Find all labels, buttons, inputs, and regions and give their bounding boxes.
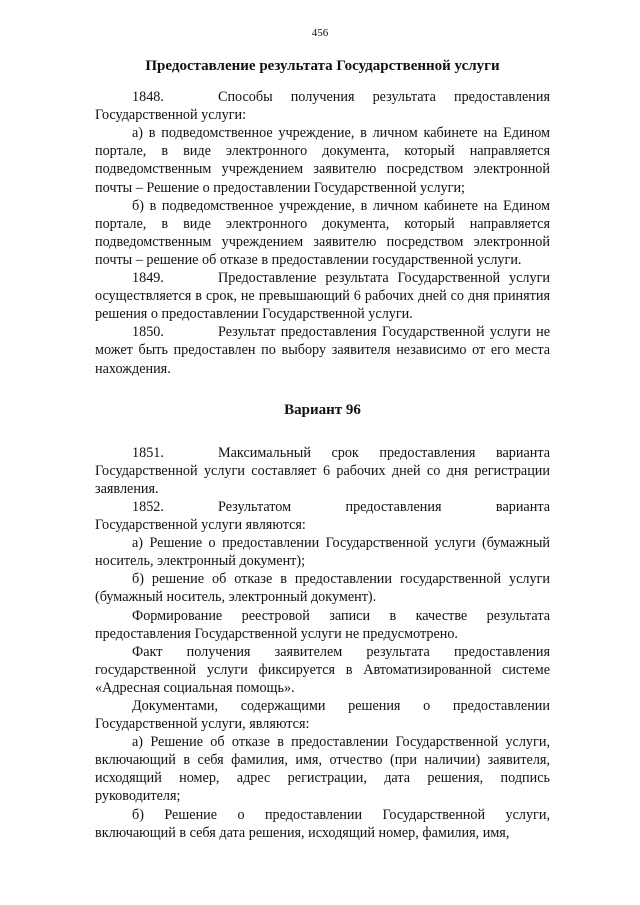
document-body <box>95 57 550 842</box>
paragraph-text: а) в подведомственное учреждение, в личном кабинете на Едином портале, в виде электронного документа, который направляется подведомственным учреждением заявителю посредством электронной почты – Решение о предоставлении Государственной услуги; <box>95 125 550 196</box>
section-result-delivery <box>95 57 550 378</box>
paragraph-item-a <box>95 733 550 805</box>
paragraph-1851 <box>95 444 550 498</box>
paragraph-number: 1852. <box>132 498 164 515</box>
paragraph-1852 <box>95 498 550 534</box>
paragraph-text: Максимальный срок предоставления варианта Государственной услуги составляет 6 рабочих дней со дня регистрации заявления. <box>95 444 550 497</box>
section-heading: Предоставление результата Государственной услуги <box>145 58 500 74</box>
paragraph-decision-documents <box>95 697 550 733</box>
paragraph-text: Формирование реестровой записи в качестве результата предоставления Государственной услуги не предусмотрено. <box>95 607 550 642</box>
paragraph-number: 1849. <box>132 270 164 287</box>
page-number: 456 <box>311 27 329 39</box>
paragraph-text: а) Решение о предоставлении Государственной услуги (бумажный носитель, электронный документ); <box>95 535 550 570</box>
paragraph-text: Факт получения заявителем результата предоставления государственной услуги фиксируется в Автоматизированной системе «Адресная социальная помощь». <box>95 643 550 696</box>
paragraph-item-b <box>95 806 550 842</box>
paragraph-1848 <box>95 88 550 124</box>
paragraph-item-b <box>95 570 550 606</box>
paragraph-item-b <box>95 197 550 269</box>
paragraph-receipt-fact <box>95 643 550 697</box>
paragraph-item-a <box>95 124 550 196</box>
paragraph-text: Способы получения результата предоставления Государственной услуги: <box>95 89 550 124</box>
section-heading: Вариант 96 <box>284 401 361 418</box>
paragraph-text: а) Решение об отказе в предоставлении Государственной услуги, включающий в себя фамилия, имя, отчество (при наличии) заявителя, исходящий номер, адрес регистрации, дата решения, подпись руководителя; <box>95 734 550 805</box>
section-variant-96 <box>95 401 550 842</box>
paragraph-registry-record <box>95 607 550 643</box>
paragraph-number: 1848. <box>132 89 164 106</box>
paragraph-text: Результатом предоставления варианта Государственной услуги являются: <box>95 498 550 534</box>
paragraph-text: Предоставление результата Государственной услуги осуществляется в срок, не превышающий 6 рабочих дней со дня принятия решения о предоставлении Государственной услуги. <box>95 270 550 323</box>
paragraph-text: Документами, содержащими решения о предоставлении Государственной услуги, являются: <box>95 698 550 733</box>
paragraph-item-a <box>95 534 550 570</box>
paragraph-text: Результат предоставления Государственной услуги не может быть предоставлен по выбору заявителя независимо от его места нахождения. <box>95 324 550 377</box>
paragraph-text: б) решение об отказе в предоставлении государственной услуги (бумажный носитель, электронный документ). <box>95 571 550 606</box>
paragraph-number: 1850. <box>132 324 164 341</box>
paragraph-text: б) Решение о предоставлении Государственной услуги, включающий в себя дата решения, исходящий номер, фамилия, имя, <box>95 806 550 841</box>
paragraph-number: 1851. <box>132 444 164 461</box>
paragraph-1849 <box>95 269 550 323</box>
paragraph-1850 <box>95 323 550 377</box>
paragraph-text: б) в подведомственное учреждение, в личном кабинете на Едином портале, в виде электронного документа, который направляется подведомственным учреждением заявителю посредством электронной почты – решение об отказе в предоставлении государственной услуги. <box>95 197 550 268</box>
